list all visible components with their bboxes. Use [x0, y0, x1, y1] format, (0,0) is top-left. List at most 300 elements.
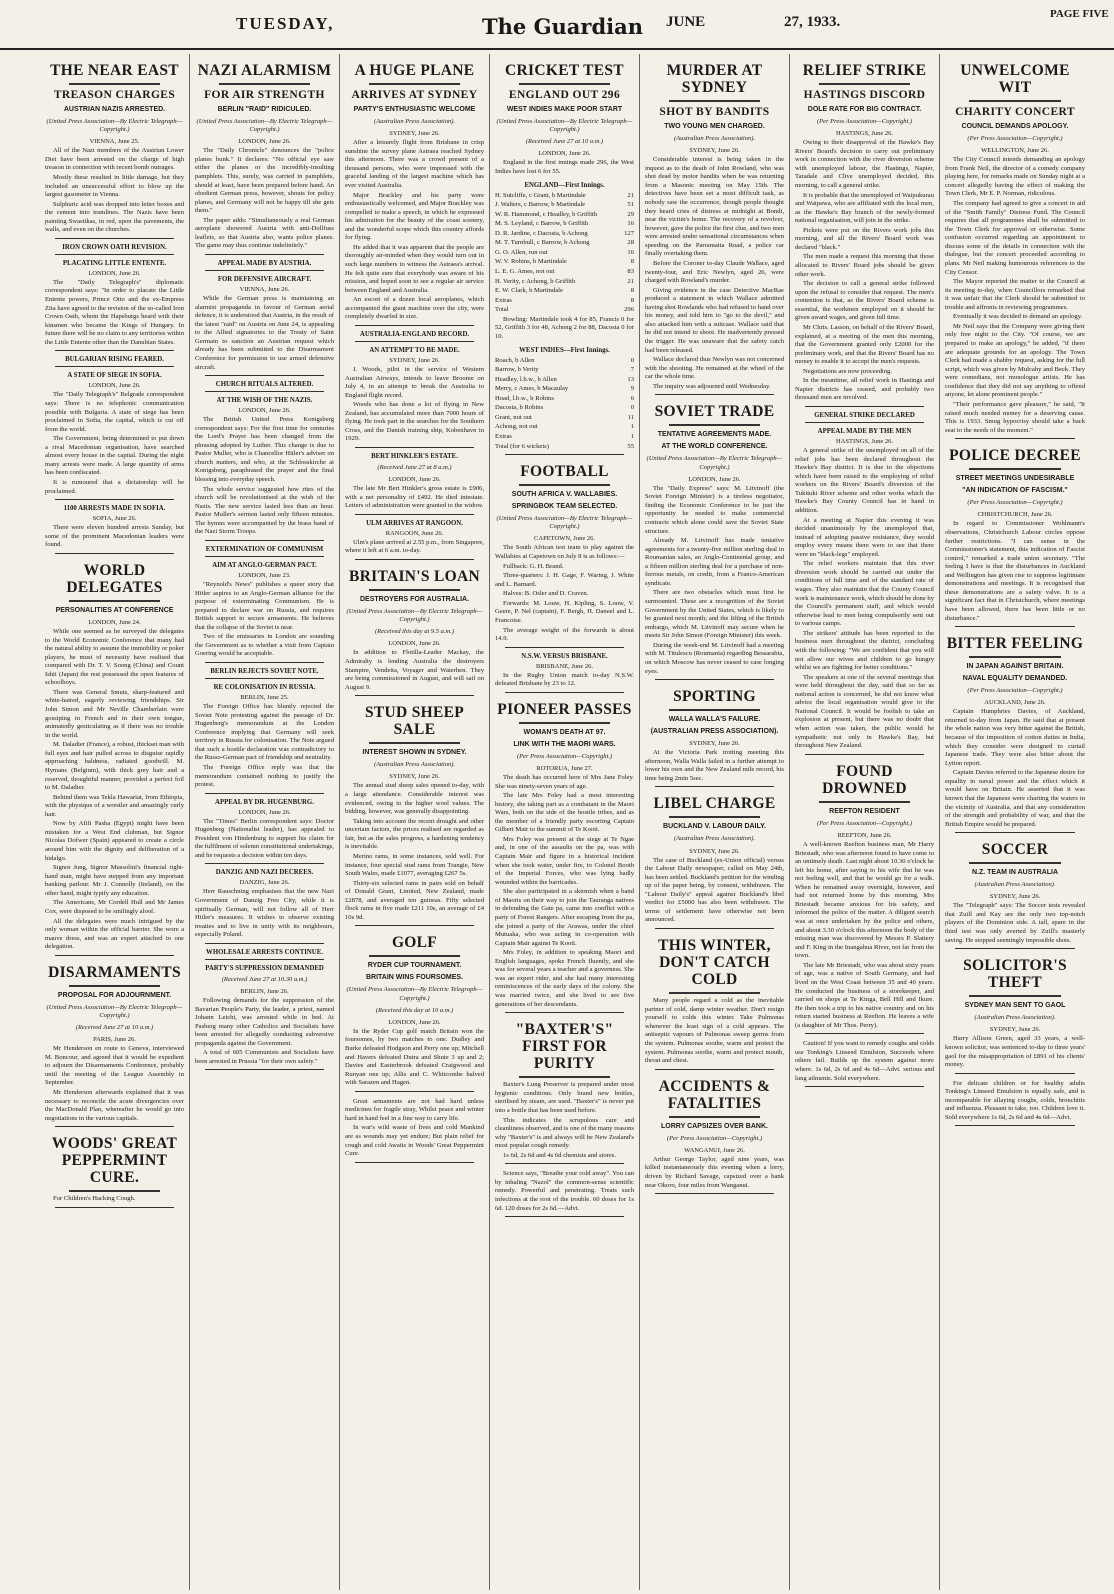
article-kicker: RYDER CUP TOURNAMENT.	[367, 962, 462, 970]
crosshead-paragraph: It is rumoured that a dictatorship will be proclaimed.	[45, 479, 184, 495]
article-credit: (United Press Association—By Electric Telegraph—Copyright.)	[496, 118, 633, 134]
article-paragraph: Pickets were put on the Rivers work jobs this morning, and all the Rivers' Board work was declared "black."	[795, 226, 934, 251]
runs-value: 6	[630, 394, 634, 402]
batsman-entry: D. R. Jardine, c Dacosta, b Achong	[495, 229, 588, 237]
article-end-rule	[355, 695, 474, 696]
article-dateline: WELLINGTON, June 26.	[981, 147, 1049, 155]
article-paragraph: Halves: B. Osler and D. Craven.	[503, 590, 589, 598]
batsman-entry: Headley, l.b.w., b Allen	[495, 375, 557, 383]
article-paragraph: An escort of a dozen local aeroplanes, which accompanied the giant machine over the city, were completely dwarfed in size.	[345, 296, 484, 321]
crosshead-title: A STATE OF SIEGE IN SOFIA.	[67, 372, 162, 380]
section-rule	[205, 662, 324, 663]
article	[945, 841, 1085, 949]
article-dateline: HASTINGS, June 26.	[835, 130, 894, 138]
section-rule	[55, 238, 174, 239]
article	[645, 403, 784, 680]
runs-value: 16	[627, 248, 634, 256]
article-kicker: TENTATIVE AGREEMENTS MADE.	[657, 431, 772, 439]
article-paragraph: Owing to their disapproval of the Hawke's Bay Rivers' Board's decision to carry out preliminary work in connection with the river diversion scheme with unemployed labour, the Hastings, Napier, Taradale and Clive unemployed decided, this morning, to call a general strike.	[795, 139, 934, 189]
article	[945, 447, 1085, 627]
crosshead-paragraph: There were eleven hundred arrests Sunday, but some of the prominent Macedonian leaders were found.	[45, 524, 184, 549]
crosshead-dateline: BRISBANE, June 26.	[535, 662, 594, 670]
article-end-rule	[655, 679, 774, 680]
article-end-rule	[955, 948, 1075, 949]
article-headline: GOLF	[391, 934, 438, 952]
section-rule	[205, 793, 324, 794]
scorecard-title: ENGLAND—First Innings.	[524, 181, 605, 189]
article-paragraph: Mr Henderson en route to Geneva, interviewed M. Boncour, and agreed that it would be expedient to adjourn the Disarmaments Conference, probably until the meeting of the League Assembly in September.	[45, 1045, 184, 1087]
crosshead-dateline: SYDNEY, June 26.	[389, 356, 440, 364]
scorecard-row	[495, 220, 634, 229]
runs-value: 55	[627, 442, 634, 450]
article-kicker: SOUTH AFRICA V. WALLABIES.	[511, 491, 618, 499]
scorecard-row	[495, 249, 634, 258]
article-dateline: SYDNEY, June 26.	[689, 740, 740, 748]
article-credit: (United Press Association—By Electric Telegraph—Copyright.)	[496, 515, 633, 531]
crosshead-paragraph: Ulm's plane arrived at 2.55 p.m., from Singapore, where it left at 6 a.m. to-day.	[345, 538, 484, 555]
scorecard-row	[495, 376, 634, 385]
article	[345, 62, 484, 560]
article-paragraph: The paper adds: "Simultaneously a real German aeroplane showered Austria with anti-Dollfuss leaflets, so that Austria also, wants police planes. The game may thus continue indefinitely."	[195, 216, 334, 250]
article-credit: (United Press Association—By Electric Telegraph—Copyright.)	[46, 118, 183, 134]
crosshead-paragraph: The Foreign Office reply was that the memorandum contained nothing to justify the protest.	[195, 763, 334, 789]
batsman-entry: J. Walters, c Barrow, b Martindale	[495, 201, 586, 209]
scorecard-row	[495, 385, 634, 394]
crosshead-paragraph: The "Daily Telegraph's" diplomatic correspondent says: "In order to placate the Little Entente powers, Prince Otto and the ex-Empress Zita have agreed to the revision of the so-called Iron Crown Oath, whom the Hapsburgs heard with their kinsmen who became the Kings of Hungary. In future there will be no claim to any territories within the Little Entente other than the Danubian States.	[45, 278, 184, 346]
batsman-entry: Barrow, b Verity	[495, 366, 539, 374]
section-rule	[355, 447, 474, 448]
article-paragraph: While one seemed as he surveyed the delegates to the World Economic Conference that many had the natural ability to assume the immobility or poker players, he must of necessity have realised that compared with Dr. T. V. Soong (China) and Count Ishii (Japan) the rest possessed the open features of schoolboys.	[45, 627, 184, 687]
runs-value: 11	[627, 413, 634, 421]
headline-rule	[369, 589, 460, 591]
article-paragraph: Negotiations are now proceeding.	[803, 367, 892, 375]
article-subhead: TREASON CHARGES	[53, 89, 176, 102]
article-paragraph: In war's wild waste of lives and cold Mankind are as wounds may yet endure; But plain relief for cough and cold Awaits in Woods' Great Peppermint Cure.	[345, 1124, 484, 1158]
article-headline: THIS WINTER, DON'T CATCH COLD	[658, 937, 771, 989]
article-paragraph: Captain Humphries Davies, of Auckland, returned to-day from Japan. He said that at present the whole nation was very bitter against the British, because of the imposition of cotton duties in India, which they consider were designed to curtail Japanese trade. They were also bitter about the Lytton report.	[945, 708, 1085, 767]
runs-value: 8	[630, 296, 634, 304]
article-paragraph: Sulphuric acid was dropped into letter boxes and the cement into tramlines. The Nazis have been painting Swastikas, in red, upon the pavements, the walls, and even on the churches.	[45, 200, 184, 234]
headline-rule	[669, 1116, 760, 1118]
article-end-rule	[355, 925, 474, 926]
article-paragraph: Mostly these resulted in little damage, but they included an unsuccessful effort to blow up the largest gasometer in Vienna.	[45, 173, 184, 199]
article-kicker: PROPOSAL FOR ADJOURNMENT.	[57, 991, 172, 999]
article-paragraph: Behind them was Tekla Hawariat, from Ethiopia, with the physique of a wrestler and amazingly curly hair.	[45, 793, 184, 818]
crosshead-title: RE COLONISATION IN RUSSIA.	[213, 684, 316, 692]
article-paragraph: Mr Chris. Lasson, on behalf of the Rivers' Board, explained, at a meeting of the men this morning, that the Government granted only £2000 for the preliminary work, and that the Rivers' Board has no money to enable it to accept the men's requests.	[795, 323, 934, 366]
article	[45, 1135, 184, 1208]
section-rule	[205, 270, 324, 271]
batsman-entry: Total	[495, 306, 509, 314]
crosshead-dateline: DANZIG, June 26.	[239, 879, 290, 887]
runs-value: 7	[630, 366, 634, 374]
article-paragraph: Forwards: M. Louw, H. Kipling, S. Louw, V. Geere, P. Nel (captain), F. Bergh, H. Daneel and L. Francoise.	[495, 599, 634, 624]
article-end-rule	[505, 1216, 624, 1217]
runs-value: 28	[627, 239, 634, 247]
article-dateline: LONDON, June 26.	[538, 150, 591, 158]
masthead-date: 27, 1933.	[784, 14, 841, 30]
article-paragraph: Merino rams, in some instances, sold well. For instance, four special stud rams from Trangie, New South Wales, made £1077, averaging £267 5s.	[345, 852, 484, 878]
article-end-rule	[505, 1163, 624, 1164]
article-end-rule	[355, 559, 474, 560]
headline-rule	[669, 709, 760, 711]
runs-value: 13	[627, 375, 634, 383]
crosshead-paragraph: Two of the emissaries in London are sounding the Government as to whether a visit from Captain Goering would be acceptable.	[195, 633, 334, 658]
section-rule	[205, 943, 324, 944]
article-paragraph: The "Daily Chronicle" denounces the "police planes bunk." It declares: "No official eye saw either the planes or the incredibly-insulting pamphlets. This, surely, was carried in pamphlets, should at least, have been prepared before hand. An obedient German press, however, shouts for policy planes, and Germany will not be happy till she gets them."	[195, 147, 334, 215]
column-4	[490, 54, 640, 1590]
article-kicker: COUNCIL DEMANDS APOLOGY.	[961, 123, 1069, 131]
article-kicker: PARTY'S ENTHUSIASTIC WELCOME	[353, 106, 476, 114]
article-paragraph: Science says, "Breathe your cold away". You can by inhaling "Nazol" the common-sense scientific remedy. Powerful and penetrating. Treats such infections at the root of the trouble. 60 doses for 1s 6d. 120 doses for 2s 6d.—Advt.	[495, 1170, 634, 1212]
crosshead-title: WHOLESALE ARRESTS CONTINUE.	[206, 948, 323, 956]
article-dateline: ROTORUA, June 27.	[536, 764, 593, 772]
article	[45, 62, 184, 554]
article-paragraph: Before the Coroner to-day Claude Wallace, aged twenty-four, and Eric Newlyn, aged 26, were charged with Rowland's murder.	[645, 259, 784, 285]
article-paragraph: Captain Davies referred to the Japanese desire for equality in naval power and the effect which it would have on Britain. He asserted that it was known that the Japanese were charting the waters in the vicinity of Australia, and that any consideration of the strength and probability of war, and that the British Empire would be prepared.	[945, 769, 1085, 828]
crosshead-dateline: LONDON, June 26.	[88, 382, 141, 390]
article-end-rule	[505, 454, 624, 455]
article-kicker: IN JAPAN AGAINST BRITAIN.	[966, 663, 1064, 671]
batsman-entry: Achong, not out	[495, 423, 538, 431]
article-dateline: LONDON, June 24.	[88, 618, 141, 626]
article-paragraph: Giving evidence in the case Detective MacRae produced a statement in which Wallace admitted having shot Rowlands who had refused to hand over his money, and told him to "go to the devil," and also attacked him with a suitcase. Wallace said that he did not intend to shoot. He inadvertently pressed the trigger. He was unaware that the safety catch had been released.	[645, 286, 784, 354]
article-end-rule	[505, 1012, 624, 1013]
article-credit: (Per Press Association—Copyright.)	[516, 752, 613, 760]
masthead	[0, 0, 1114, 50]
masthead-day: TUESDAY,	[236, 14, 335, 33]
article-end-rule	[955, 1125, 1075, 1126]
runs-value: 127	[624, 229, 634, 237]
article-end-rule	[355, 1091, 474, 1092]
article-kicker-secondary: (AUSTRALIAN PRESS ASSOCIATION).	[650, 728, 779, 736]
crosshead-title: APPEAL BY DR. HUGENBURG.	[215, 798, 314, 806]
section-rule	[355, 514, 474, 515]
article	[945, 635, 1085, 833]
article-credit: (United Press Association—By Electric Telegraph—Copyright.)	[646, 455, 783, 471]
article-headline: STUD SHEEP SALE	[364, 704, 465, 739]
article-paragraph: Harry Allison Green, aged 33 years, a well-known solicitor, was sentenced to-day to three years' gaol for the misappropriation of £891 of his clients' money.	[945, 1035, 1085, 1069]
crosshead-title: 1100 ARRESTS MADE IN SOFIA.	[63, 505, 166, 513]
crosshead-title: DANZIG AND NAZI DECREES.	[215, 869, 314, 877]
crosshead-title: IRON CROWN OATH REVISION.	[62, 243, 167, 251]
article-paragraph: Many people regard a cold as the inevitable partner of cold, damp winter weather. Don't resign yourself to colds this winter. Take Pulmonas whenever the least sign of a cold appears. The antiseptic vapours of Pulmonas sweep germs from the system. Pulmonas soothe, warm and protect the system. Pulmonas soothe, warm and protect mouth, throat and chest.	[645, 997, 784, 1065]
article-paragraph: The case of Buckland (ex-Union official) versus the Labour Daily newspaper, called on May 24th, has been settled. Buckland's petition for the winding up of the paper being, by consent, withdrawn. The "Labour Daily's" appeal against Buckland's libel verdict for £5000 has also been withdrawn. The terms of settlement have otherwise not been announced.	[645, 856, 784, 924]
crosshead-title: AN ATTEMPT TO BE MADE.	[369, 346, 460, 354]
scorecard-row	[495, 423, 634, 432]
article-paragraph: Now by Afifi Pasha (Egypt) might have been mistaken for a West End clubman, but Signor Nicolas Dofwer (Spain) appeared to create a circle around him with the dignity and deliberation of a hidalgo.	[45, 820, 184, 862]
article-headline: SOVIET TRADE	[654, 403, 775, 421]
article-paragraph: During the week-end M. Litvinoff had a meeting with M. Titulescu (Roumania) regarding Bessarabia, on which Moscow has never ceased to case longing eyes.	[645, 641, 784, 675]
headline-rule	[519, 484, 610, 486]
crosshead-paragraph: At a meeting at Napier this evening it was decided unanimously by the unemployed that, instead of adopting passive resistance, they would employ every means there were to see that there were no "black-legs" employed.	[795, 516, 934, 558]
article-end-rule	[655, 928, 774, 929]
article-credit: (Per Press Association—Copyright.)	[816, 819, 913, 827]
crosshead-paragraph: The Government, being determined to put down a rival Macedonian organisation, have searched almost every house in the capital. During the night many arrests were made. A large quantity of arms has been confiscated.	[45, 435, 184, 477]
crosshead-title: BERT HINKLER'S ESTATE.	[371, 453, 458, 461]
article-headline: SOLICITOR'S THEFT	[963, 957, 1067, 992]
article-headline: POLICE DECREE	[949, 447, 1081, 465]
scorecard-row	[495, 239, 634, 248]
column-3	[340, 54, 490, 1590]
crosshead-paragraph: The Foreign Office has bluntly rejected the Soviet Note protesting against the passage of Dr. Hugenberg's memorandum at the London Conference implying that Germany will seek territory in Russia for colonisation. The Note argued that such a hostile declaration was contradictory to the Russo-German pact of friendship and neutrality.	[195, 703, 334, 762]
crosshead-paragraph: Woods who has done a lot of flying in New Zealand, has accumulated more than 7000 hours of flying. He took part in the searches for the Southern Cross, and the Danish training ship, Kobenhavn in 1929.	[345, 401, 484, 443]
article-kicker: WALLA WALLA'S FAILURE.	[668, 716, 761, 724]
article-paragraph: Caution! If you want to remedy coughs and colds use Tonking's Linseed Emulsion, Succeeds where others fail. Builds up the system against more where. 1s 6d, 2s 6d and 4s 6d—Advt. serious and lung ailments. Sold everywhere.	[795, 1040, 934, 1082]
article-end-rule	[655, 1193, 774, 1194]
article-kicker: STREET MEETINGS UNDESIRABLE	[955, 475, 1075, 483]
article-headline: CRICKET TEST	[505, 62, 624, 79]
crosshead-paragraph: J. Woods, pilot in the service of Western Australian Airways, intends to leave Broome on July 4, in an attempt to break the Australia to England flight record.	[345, 365, 484, 399]
headline-rule	[369, 955, 460, 957]
headline-rule	[69, 600, 160, 602]
article-credit: (Australian Press Association).	[974, 881, 1056, 889]
masthead-page-number: PAGE FIVE	[1050, 8, 1109, 20]
article-kicker: LORRY CAPSIZES OVER BANK.	[661, 1122, 768, 1130]
article-paragraph: Eventually it was decided to demand an apology.	[953, 313, 1083, 321]
article-headline: UNWELCOME WIT	[960, 62, 1070, 97]
headline-rule	[69, 83, 160, 85]
article-headline: RELIEF STRIKE	[802, 62, 927, 79]
batsman-entry: L. E. G. Ames, not out	[495, 268, 555, 276]
section-rule	[205, 540, 324, 541]
crosshead-title: AT THE WISH OF THE NAZIS.	[216, 397, 313, 405]
article	[645, 62, 784, 395]
article-paragraph: Wallace declared thus Newlyn was not concerned with the shooting. He remained at the wheel of the car the whole time.	[645, 356, 784, 381]
article-paragraph: The average weight of the forwards is about 14.9.	[495, 626, 634, 643]
article	[495, 1170, 634, 1217]
crosshead-dateline: LONDON, June 26.	[388, 476, 441, 484]
headline-rule	[969, 100, 1061, 102]
scorecard-row	[495, 366, 634, 375]
crosshead-title: BULGARIAN RISING FEARED.	[65, 356, 164, 364]
column-2	[190, 54, 340, 1590]
article-paragraph: The annual stud sheep sales opened to-day, with a large attendance. Considerable interest was evidenced, owing to the higher wool values. The bidding, however, was generally disappointing.	[345, 782, 484, 816]
article-paragraph: Great armaments are not had hard unless medicines for fragile stray, Whilst peace and winter hard in hand feel in a fine way to carry life.	[345, 1097, 484, 1122]
article-dateline: SYDNEY, June 26.	[989, 893, 1041, 901]
article-paragraph: She also participated in a skirmish when a band of Maoris on their way to join the Tauranga natives in defending the Gate pa, came into conflict with a party of Forest Rangers. After escaping from the pa, she joined a party of the Arawas, under the chief Mutuaka, who was acting in co-operation with Captain Mair against Te Kooti.	[495, 888, 634, 947]
article-dateline: WANGANUI, June 26.	[684, 1146, 745, 1154]
crosshead-paragraph: The "Times" Berlin correspondent says: Doctor Hugenberg (Nationalist leader), has appealed to President von Hindenburg to support his claim for the fulfilment of solemn constitutional undertakings, and he requests a decision within ten days.	[195, 817, 334, 859]
article-headline: THE NEAR EAST	[50, 62, 179, 79]
article-kicker: SYDNEY MAN SENT TO GAOL	[964, 1002, 1066, 1010]
scorecard-row	[495, 211, 634, 220]
article	[945, 62, 1085, 439]
crosshead-dateline: RANGOON, June 26.	[385, 529, 444, 537]
article-headline: FOUND DROWNED	[822, 762, 907, 797]
article	[795, 62, 934, 755]
article-subhead: ARRIVES AT SYDNEY	[351, 89, 478, 102]
batsman-entry: Dacosta, b Robins	[495, 404, 544, 412]
article	[45, 562, 184, 956]
article-credit: (Australian Press Association).	[974, 1014, 1056, 1022]
article-paragraph: At the Victoria Park trotting meeting this afternoon, Walla Walla failed in a further attempt to lower his own and the New Zealand mile record, his time being 2min 5sec.	[645, 749, 784, 782]
scorecard-row	[495, 258, 634, 267]
article-kicker: INTEREST SHOWN IN SYDNEY.	[362, 749, 467, 757]
article-headline: ACCIDENTS & FATALITIES	[658, 1077, 771, 1112]
article-end-rule	[955, 1073, 1075, 1074]
article-kicker-secondary: AT THE WORLD CONFERENCE.	[661, 443, 768, 451]
article	[495, 463, 634, 693]
scorecard-row	[495, 306, 634, 315]
article-subhead: HASTINGS DISCORD	[803, 89, 926, 102]
article-kicker: N.Z. TEAM IN AUSTRALIA	[971, 869, 1059, 877]
runs-value: 29	[627, 210, 634, 218]
section-rule	[205, 959, 324, 960]
article-end-rule	[955, 626, 1075, 627]
article-kicker-secondary: "AN INDICATION OF FASCISM."	[962, 487, 1068, 495]
article-received-time: (Received June 27 at 10 a.m.)	[525, 138, 604, 146]
headline-rule	[519, 83, 610, 85]
headline-rule	[519, 1076, 610, 1078]
article	[495, 701, 634, 1013]
scorecard-row	[495, 287, 634, 296]
crosshead-received-time: (Received June 27 at 10.30 a.m.)	[221, 975, 308, 983]
article-paragraph: For delicate children or for healthy adults Tonking's Linseed Emulsion is equally safe, and is incomparable for allaying coughs, colds, bronchitis and influenza. Pleasant to take, too. Children love it. Sold everywhere 1s 6d, 2s 6d and 4s 6d—Advt.	[945, 1079, 1085, 1121]
headline-rule	[369, 742, 460, 744]
batsman-entry: W. V. Robins, b Martindale	[495, 258, 567, 266]
crosshead-title: FOR DEFENSIVE AIRCRAFT.	[217, 276, 312, 284]
section-rule	[205, 556, 324, 557]
batsman-entry: Total (for 6 wickets)	[495, 442, 549, 450]
article-paragraph: England in the first innings made 296, the West Indies have lost 6 for 55.	[495, 159, 634, 175]
crosshead-title: AIM AT ANGLO-GERMAN PACT.	[212, 561, 317, 569]
batsman-entry: Roach, b Allen	[495, 356, 535, 364]
batsman-entry: Grant, not out	[495, 413, 532, 421]
article-paragraph: The City Council intends demanding an apology from Frank Neil, the director of a comedy company playing here, for remarks made on Sunday night at a concert allegedly having the effect of making the Town Clerk, Mr E. P. Norman, ridiculous.	[945, 156, 1085, 198]
runs-value: 0	[630, 356, 634, 364]
article-end-rule	[655, 394, 774, 395]
article-paragraph: The inquiry was adjourned until Wednesday.	[653, 382, 771, 390]
scorecard-row	[495, 404, 634, 413]
article-paragraph: Arthur George Taylor, aged nine years, was killed instantaneously this evening when a lorry, driven by Richard Savage, capsized over a bank near Okoro, four miles from Wanganui.	[645, 1155, 784, 1189]
article-dateline: LONDON, June 26.	[388, 640, 441, 648]
article-kicker-secondary: LINK WITH THE MAORI WARS.	[513, 740, 616, 748]
article-paragraph: It is probable that the unemployed of Waipukurau and Waipawa, who are affiliated with the local men, as the Hawke's Bay branch of the newly-formed national organisation, will join in the strike.	[795, 191, 935, 225]
headline-rule	[519, 722, 610, 724]
crosshead-paragraph: Following demands for the suppression of the Bavarian People's Party, the leader, a priest, named Johann Leicht, was arrested while in bed. At Pasberg many other Catholics and Socialists have been arrested for allegedly conducting subversive propaganda against the Government.	[195, 996, 334, 1047]
batsman-entry: Hoad, l.b.w., b Robins	[495, 394, 554, 402]
newspaper-columns	[40, 54, 1110, 1590]
crosshead-paragraph: While the German press is maintaining an alarmist propaganda in favour of German aerial defence, it is understood that Austria, in the result of the latest "raid" on Austria on June 24, is appealing to the Allied signatories to the Treaty of Saint Germain to sanction an Austrian request which already has been submitted to the Disarmament Conference for permission to use armed defensive aircraft.	[195, 295, 334, 371]
crosshead-paragraph: In the Rugby Union match to-day N.S.W. defeated Brisbane by 23 to 12.	[495, 671, 634, 688]
crosshead-title: CHURCH RITUALS ALTERED.	[215, 381, 314, 389]
article-headline: MURDER AT SYDNEY	[666, 62, 763, 97]
article-end-rule	[805, 1086, 924, 1087]
article-kicker: BERLIN "RAID" RIDICULED.	[217, 106, 312, 114]
article-paragraph: Mrs Foley, in addition to speaking Maori and English languages, spoke French fluently, and she was for several years a teacher and a governess. She was an expert rider, and she had many interesting reminiscences of the early days of the colony. She was married twice, and she lived to see five generations of her descendants.	[495, 949, 634, 1008]
headline-rule	[969, 468, 1061, 470]
headline-rule	[969, 862, 1061, 864]
article	[645, 795, 784, 929]
masthead-paper-title: The Guardian	[482, 14, 643, 39]
section-rule	[205, 391, 324, 392]
section-rule	[55, 254, 174, 255]
crosshead-paragraph: A total of 605 Communists and Socialists have been arrested in Prussia "for their own safety."	[195, 1049, 334, 1065]
scorecard-row	[495, 443, 634, 452]
article-credit: (United Press Association—By Electric Telegraph—Copyright.)	[196, 118, 333, 134]
batsman-entry: H. Verity, c Achong, b Griffith	[495, 277, 576, 285]
section-rule	[805, 422, 924, 423]
article-paragraph: The late Mrs Foley had a most interesting history, she taking part as a combatant in the Maori Wars, both on the side of the hostile tribes, and as the member of a friendly party escorting Captain Gilbert Mair to the summit of Te Kooti.	[495, 792, 634, 834]
article-credit: (Australian Press Association).	[373, 118, 456, 126]
article-dateline: SYDNEY, June 26.	[689, 147, 740, 155]
batsman-entry: H. Sutcliffe, c Grant, b Martindale	[495, 191, 586, 199]
headline-rule	[669, 816, 760, 818]
article-end-rule	[55, 553, 174, 554]
runs-value: 0	[630, 404, 634, 412]
crosshead-paragraph: A general strike of the unemployed on all of the relief jobs has been declared throughout the Hawke's Bay district. It is due to the objections which have been raised to the employing of relief workers on the Rivers' Board's diversion of the Tukituki River scheme and other works which the Hawke's Bay County Council has in hand in addition.	[795, 447, 934, 514]
article-headline: SOCCER	[981, 841, 1049, 859]
headline-rule	[669, 100, 760, 102]
article	[645, 688, 784, 787]
crosshead-dateline: SOFIA, June 26.	[92, 515, 137, 523]
article-headline: LIBEL CHARGE	[653, 795, 776, 813]
crosshead-dateline: BERLIN, June 26.	[240, 987, 289, 995]
article-paragraph: The Americans, Mr Cordell Hull and Mr James Cox, were disposed to be smilingly aloof.	[45, 899, 184, 915]
article-paragraph: The Mayor reported the matter to the Council at its meeting to-day, when Councillors remarked that it was unfair that the Clerk should be submitted to trouble and affronts in reviewing programmes.	[945, 278, 1085, 311]
article-paragraph: After a leisurely flight from Brisbane in crisp sunshine the survey plane Astraea reached Sydney this afternoon. There was a crowd present of a thousand persons, who were impressed with the graceful landing of the largest machine which has ever visited Australia.	[345, 139, 484, 189]
batsman-entry: G. O. Allen, run out	[495, 248, 548, 256]
crosshead-dateline: HASTINGS, June 26.	[835, 438, 894, 446]
crosshead-title: N.S.W. VERSUS BRISBANE.	[521, 652, 608, 660]
article-dateline: CAPETOWN, June 26.	[534, 535, 595, 543]
article-headline: WORLD DELEGATES	[66, 561, 163, 596]
article-dateline: SYDNEY, June 26.	[389, 130, 440, 138]
headline-rule	[69, 985, 160, 987]
article-dateline: VIENNA, June 25.	[89, 138, 140, 146]
scorecard-row	[495, 201, 634, 210]
article-dateline: REEFTON, June 26.	[837, 831, 892, 839]
article-kicker: DOLE RATE FOR BIG CONTRACT.	[807, 106, 922, 114]
headline-rule	[69, 1190, 160, 1192]
crosshead-paragraph: The relief workers maintain that this river diversion work should be carried out under the conditions of full time and of the standard rate of wages. They also maintain that the County Council work is maintenance work, which should be done by the Council's permanent staff, and which would otherwise lead to men being compulsorily sent out to various camps.	[795, 560, 934, 628]
crosshead-title: BERLIN REJECTS SOVIET NOTE.	[210, 668, 319, 676]
headline-rule	[819, 801, 910, 803]
article-paragraph: He added that it was apparent that the people are thoroughly air-minded when they would turn out in such large numbers to witness the Astraea's arrival. He felt quite sure that everybody was aware of his mission, and hoped soon to see a regular air service between England and Australia.	[345, 243, 484, 294]
crosshead-dateline: BERLIN, June 25.	[240, 694, 289, 702]
article-headline: A HUGE PLANE	[354, 62, 475, 79]
article-kicker-secondary: BRITAIN WINS FOURSOMES.	[365, 974, 464, 982]
article	[945, 957, 1085, 1073]
article-paragraph: The "Telegraph" says: The Soccer tests revealed that Zuill and Kay are the only two top-notch players of the Dominion side. A tall, spare in the third test was only averted by Zuill's masterly saving. He stopped seemingly impossible shots.	[945, 902, 1085, 944]
crosshead-dateline: VIENNA, June 26.	[239, 286, 290, 294]
article-kicker: TWO YOUNG MEN CHARGED.	[664, 123, 765, 131]
article-paragraph: For Children's Hacking Cough.	[53, 1195, 136, 1203]
crosshead-title: APPEAL MADE BY THE MEN	[817, 428, 912, 436]
article-paragraph: The men made a request this morning that those allocated to Rivers' Board jobs should be given other work.	[795, 253, 934, 278]
crosshead-paragraph: Herr Rauschning emphasises that the new Nazi Government of Danzig Free City, while it is spiritually German, will not follow all of Herr Hitler's measures. It wishes to observe existing treaties and to live in unity with its neighbours, especially Poland.	[195, 888, 334, 939]
crosshead-title: PARTY'S SUPPRESSION DEMANDED	[205, 964, 324, 972]
article-credit: (United Press Association—By Electric Telegraph—Copyright.)	[46, 1003, 183, 1019]
article-dateline: LONDON, June 26.	[388, 1018, 441, 1026]
article	[495, 1021, 634, 1164]
crosshead-paragraph: The "Daily Telegraph's" Belgrade correspondent says: There is no telephonic communication possible with Bulgaria. A state of siege has been proclaimed in Sofia, the capital, which is cut off from the world.	[45, 391, 184, 433]
section-rule	[55, 499, 174, 500]
article-dateline: SYDNEY, June 26.	[389, 773, 440, 781]
section-rule	[205, 375, 324, 376]
section-rule	[805, 406, 924, 407]
article-credit: (Per Press Association—Copyright.)	[816, 118, 913, 126]
article-subhead: CHARITY CONCERT	[955, 106, 1075, 119]
article	[645, 937, 784, 1070]
runs-value: 51	[627, 201, 634, 209]
section-rule	[55, 350, 174, 351]
crosshead-title: EXTERMINATION OF COMMUNISM	[205, 545, 324, 553]
batsman-entry: Merry, c Ames, b Macaulay	[495, 385, 569, 393]
article-kicker: PERSONALITIES AT CONFERENCE	[55, 606, 174, 614]
article-credit: (Australian Press Association).	[673, 835, 756, 843]
